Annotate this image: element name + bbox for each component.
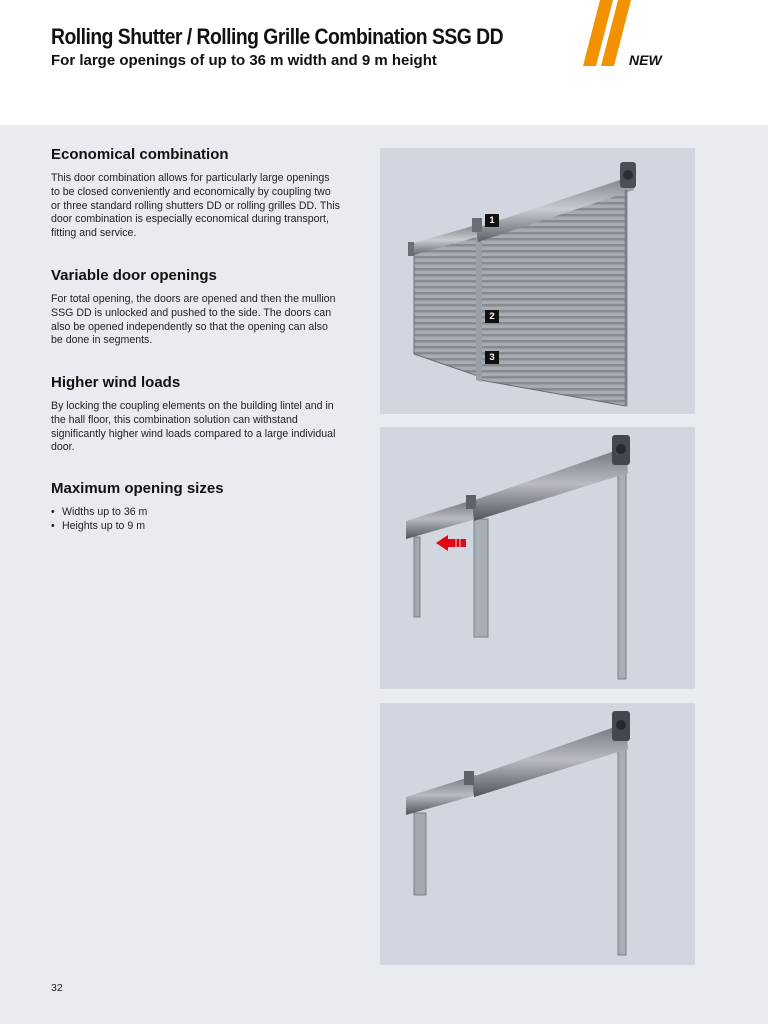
page-number: 32 — [51, 982, 63, 994]
section-body: For total opening, the doors are opened and then the mullion SSG DD is unlocked and pushed to the side. The doors can also be opened independently so that the opening can also be done in segments. — [51, 293, 336, 347]
figure-fully-open — [380, 703, 695, 965]
section-economical — [51, 146, 341, 241]
section-heading: Maximum opening sizes — [51, 480, 224, 497]
list-item: • Widths up to 36 m — [51, 506, 341, 520]
section-max-sizes — [51, 480, 341, 534]
fully-open-illustration — [380, 703, 695, 965]
section-variable — [51, 267, 341, 348]
closed-shutters-illustration — [380, 148, 695, 414]
page-subtitle: For large openings of up to 36 m width and 9 m height — [51, 52, 437, 69]
callout-marker: 1 — [485, 214, 499, 227]
figure-closed-shutters — [380, 148, 695, 414]
brand-stripes-icon — [583, 0, 633, 66]
section-body: By locking the coupling elements on the building lintel and in the hall floor, this combination solution can withstand significantly higher wind loads compared to a large individual door. — [51, 400, 336, 454]
figure-mullion-sliding — [380, 427, 695, 689]
mullion-sliding-illustration — [380, 427, 695, 689]
callout-marker: 2 — [485, 310, 499, 323]
callout-marker: 3 — [485, 351, 499, 364]
section-heading: Higher wind loads — [51, 374, 181, 391]
section-wind-loads — [51, 374, 341, 455]
section-heading: Economical combination — [51, 146, 229, 163]
list-item: • Heights up to 9 m — [51, 520, 341, 534]
section-body: This door combination allows for particularly large openings to be closed conveniently and economically by coupling two or three standard rolling shutters DD or rolling grilles DD. This door combination is especially economical during transport, fitting and service. — [51, 172, 340, 240]
page-header — [0, 0, 768, 125]
size-list — [51, 506, 341, 534]
section-heading: Variable door openings — [51, 267, 217, 284]
page-title: Rolling Shutter / Rolling Grille Combination SSG DD — [51, 24, 504, 49]
new-badge: NEW — [629, 52, 662, 68]
